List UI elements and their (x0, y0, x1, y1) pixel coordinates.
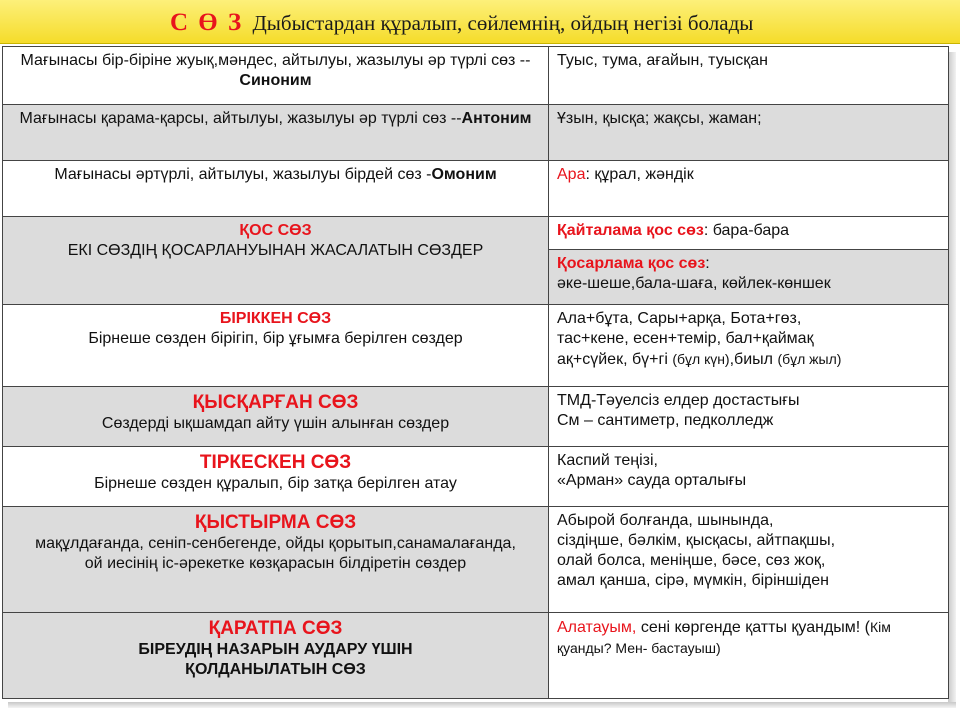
examples-line: амал қанша, сірә, мүмкін, біріншіден (557, 572, 829, 589)
term-heading: ТІРКЕСКЕН СӨЗ (199, 452, 352, 473)
examples-line: ақ+сүйек, бү+гі (557, 351, 668, 368)
examples-line: олай болса, меніңше, бәсе, сөз жоқ, (557, 552, 826, 569)
example-highlight: Қайталама қос сөз (557, 222, 704, 239)
table-row (3, 507, 949, 613)
table-shadow-right (948, 52, 956, 706)
examples-note: (бұл күн) (672, 351, 730, 367)
term-heading: ҚОС СӨЗ (239, 222, 312, 239)
row-definition (3, 47, 549, 105)
definition-text: Мағынасы қарама-қарсы, айтылуы, жазылуы әр түрлі сөз -- (19, 110, 462, 127)
examples-line: См – сантиметр, педколледж (557, 412, 774, 429)
table-row (3, 447, 949, 507)
table-row (3, 161, 949, 217)
definition-text: мақұлдағанда, сеніп-сенбегенде, ойды қорытып,санамалағанда, ой иесінің іс-әрекетке көзқарасын білдіретін сөздер (35, 535, 516, 572)
term-heading: ҚЫСТЫРМА СӨЗ (194, 512, 357, 533)
table-row (3, 105, 949, 161)
row-examples (549, 507, 949, 613)
row-examples (549, 250, 949, 305)
examples-colon: : (705, 255, 710, 272)
examples-line: ,биыл (729, 351, 773, 368)
examples-text: сені көргенде қатты қуандым! ( (636, 619, 871, 636)
definition-text: Мағынасы әртүрлі, айтылуы, жазылуы бірдей сөз - (54, 166, 432, 183)
table-row (3, 387, 949, 447)
examples-text: Ұзын, қысқа; жақсы, жаман; (557, 110, 762, 127)
row-definition (3, 507, 549, 613)
row-examples (549, 47, 949, 105)
definition-text: Бірнеше сөзден құралып, бір затқа берілген атау (94, 475, 457, 492)
definition-text: Мағынасы бір-біріне жуық,мәндес, айтылуы, жазылуы әр түрлі сөз -- (20, 52, 531, 69)
definition-text: Сөздерді ықшамдап айту үшін алынған сөздер (101, 415, 450, 432)
examples-text: Туыс, тума, ағайын, туысқан (557, 52, 768, 69)
examples-text: : құрал, жәндік (585, 166, 694, 183)
example-highlight: Қосарлама қос сөз (557, 255, 706, 272)
term-heading: ҚЫСҚАРҒАН СӨЗ (192, 392, 359, 413)
row-definition (3, 447, 549, 507)
row-definition (3, 305, 549, 387)
examples-text: әке-шеше,бала-шаға, көйлек-көншек (557, 275, 831, 292)
title-word: С Ө З (170, 9, 244, 36)
term-label: Омоним (431, 166, 497, 183)
row-examples (549, 305, 949, 387)
row-definition (3, 613, 549, 699)
definition-text: Бірнеше сөзден бірігіп, бір ұғымға берілген сөздер (88, 330, 463, 347)
definition-text: ЕКІ СӨЗДІҢ ҚОСАРЛАНУЫНАН ЖАСАЛАТЫН СӨЗДЕР (67, 242, 484, 259)
row-examples (549, 105, 949, 161)
examples-line: Ала+бұта, Сары+арқа, Бота+гөз, (557, 310, 802, 327)
examples-line: «Арман» сауда орталығы (557, 472, 747, 489)
term-heading: БІРІККЕН СӨЗ (219, 310, 332, 327)
term-heading: ҚАРАТПА СӨЗ (208, 618, 343, 639)
title-banner (0, 0, 960, 44)
table-row (3, 47, 949, 105)
term-label: Антоним (461, 110, 532, 127)
term-label: Синоним (239, 72, 312, 89)
table-row (3, 305, 949, 387)
examples-text: : бара-бара (703, 222, 790, 239)
table-row (3, 613, 949, 699)
row-definition (3, 217, 549, 305)
table-row (3, 217, 949, 250)
row-examples (549, 161, 949, 217)
row-definition (3, 387, 549, 447)
row-examples (549, 447, 949, 507)
examples-line: Каспий теңізі, (557, 452, 658, 469)
title-subtitle: Дыбыстардан құралып, сөйлемнің, ойдың негізі болады (252, 11, 754, 35)
examples-line: сіздіңше, бәлкім, қысқасы, айтпақшы, (557, 532, 836, 549)
row-examples (549, 217, 949, 250)
row-definition (3, 105, 549, 161)
row-definition (3, 161, 549, 217)
examples-line: ТМД-Тәуелсіз елдер достастығы (557, 392, 800, 409)
word-types-table (2, 46, 949, 699)
definition-text: БІРЕУДІҢ НАЗАРЫН АУДАРУ ҮШІН ҚОЛДАНЫЛАТЫН СӨЗ (138, 641, 413, 678)
table-shadow-bottom (8, 702, 956, 708)
examples-line: Абырой болғанда, шынында, (557, 512, 774, 529)
example-highlight: Алатауым, (557, 619, 637, 636)
row-examples (549, 387, 949, 447)
example-highlight: Ара (557, 166, 586, 183)
examples-line: тас+кене, есен+темір, бал+қаймақ (557, 330, 814, 347)
row-examples (549, 613, 949, 699)
slide-title (170, 9, 753, 37)
examples-note: (бұл жыл) (777, 351, 842, 367)
examples-note: Кім қуанды? Мен- бастауыш) (557, 619, 891, 656)
